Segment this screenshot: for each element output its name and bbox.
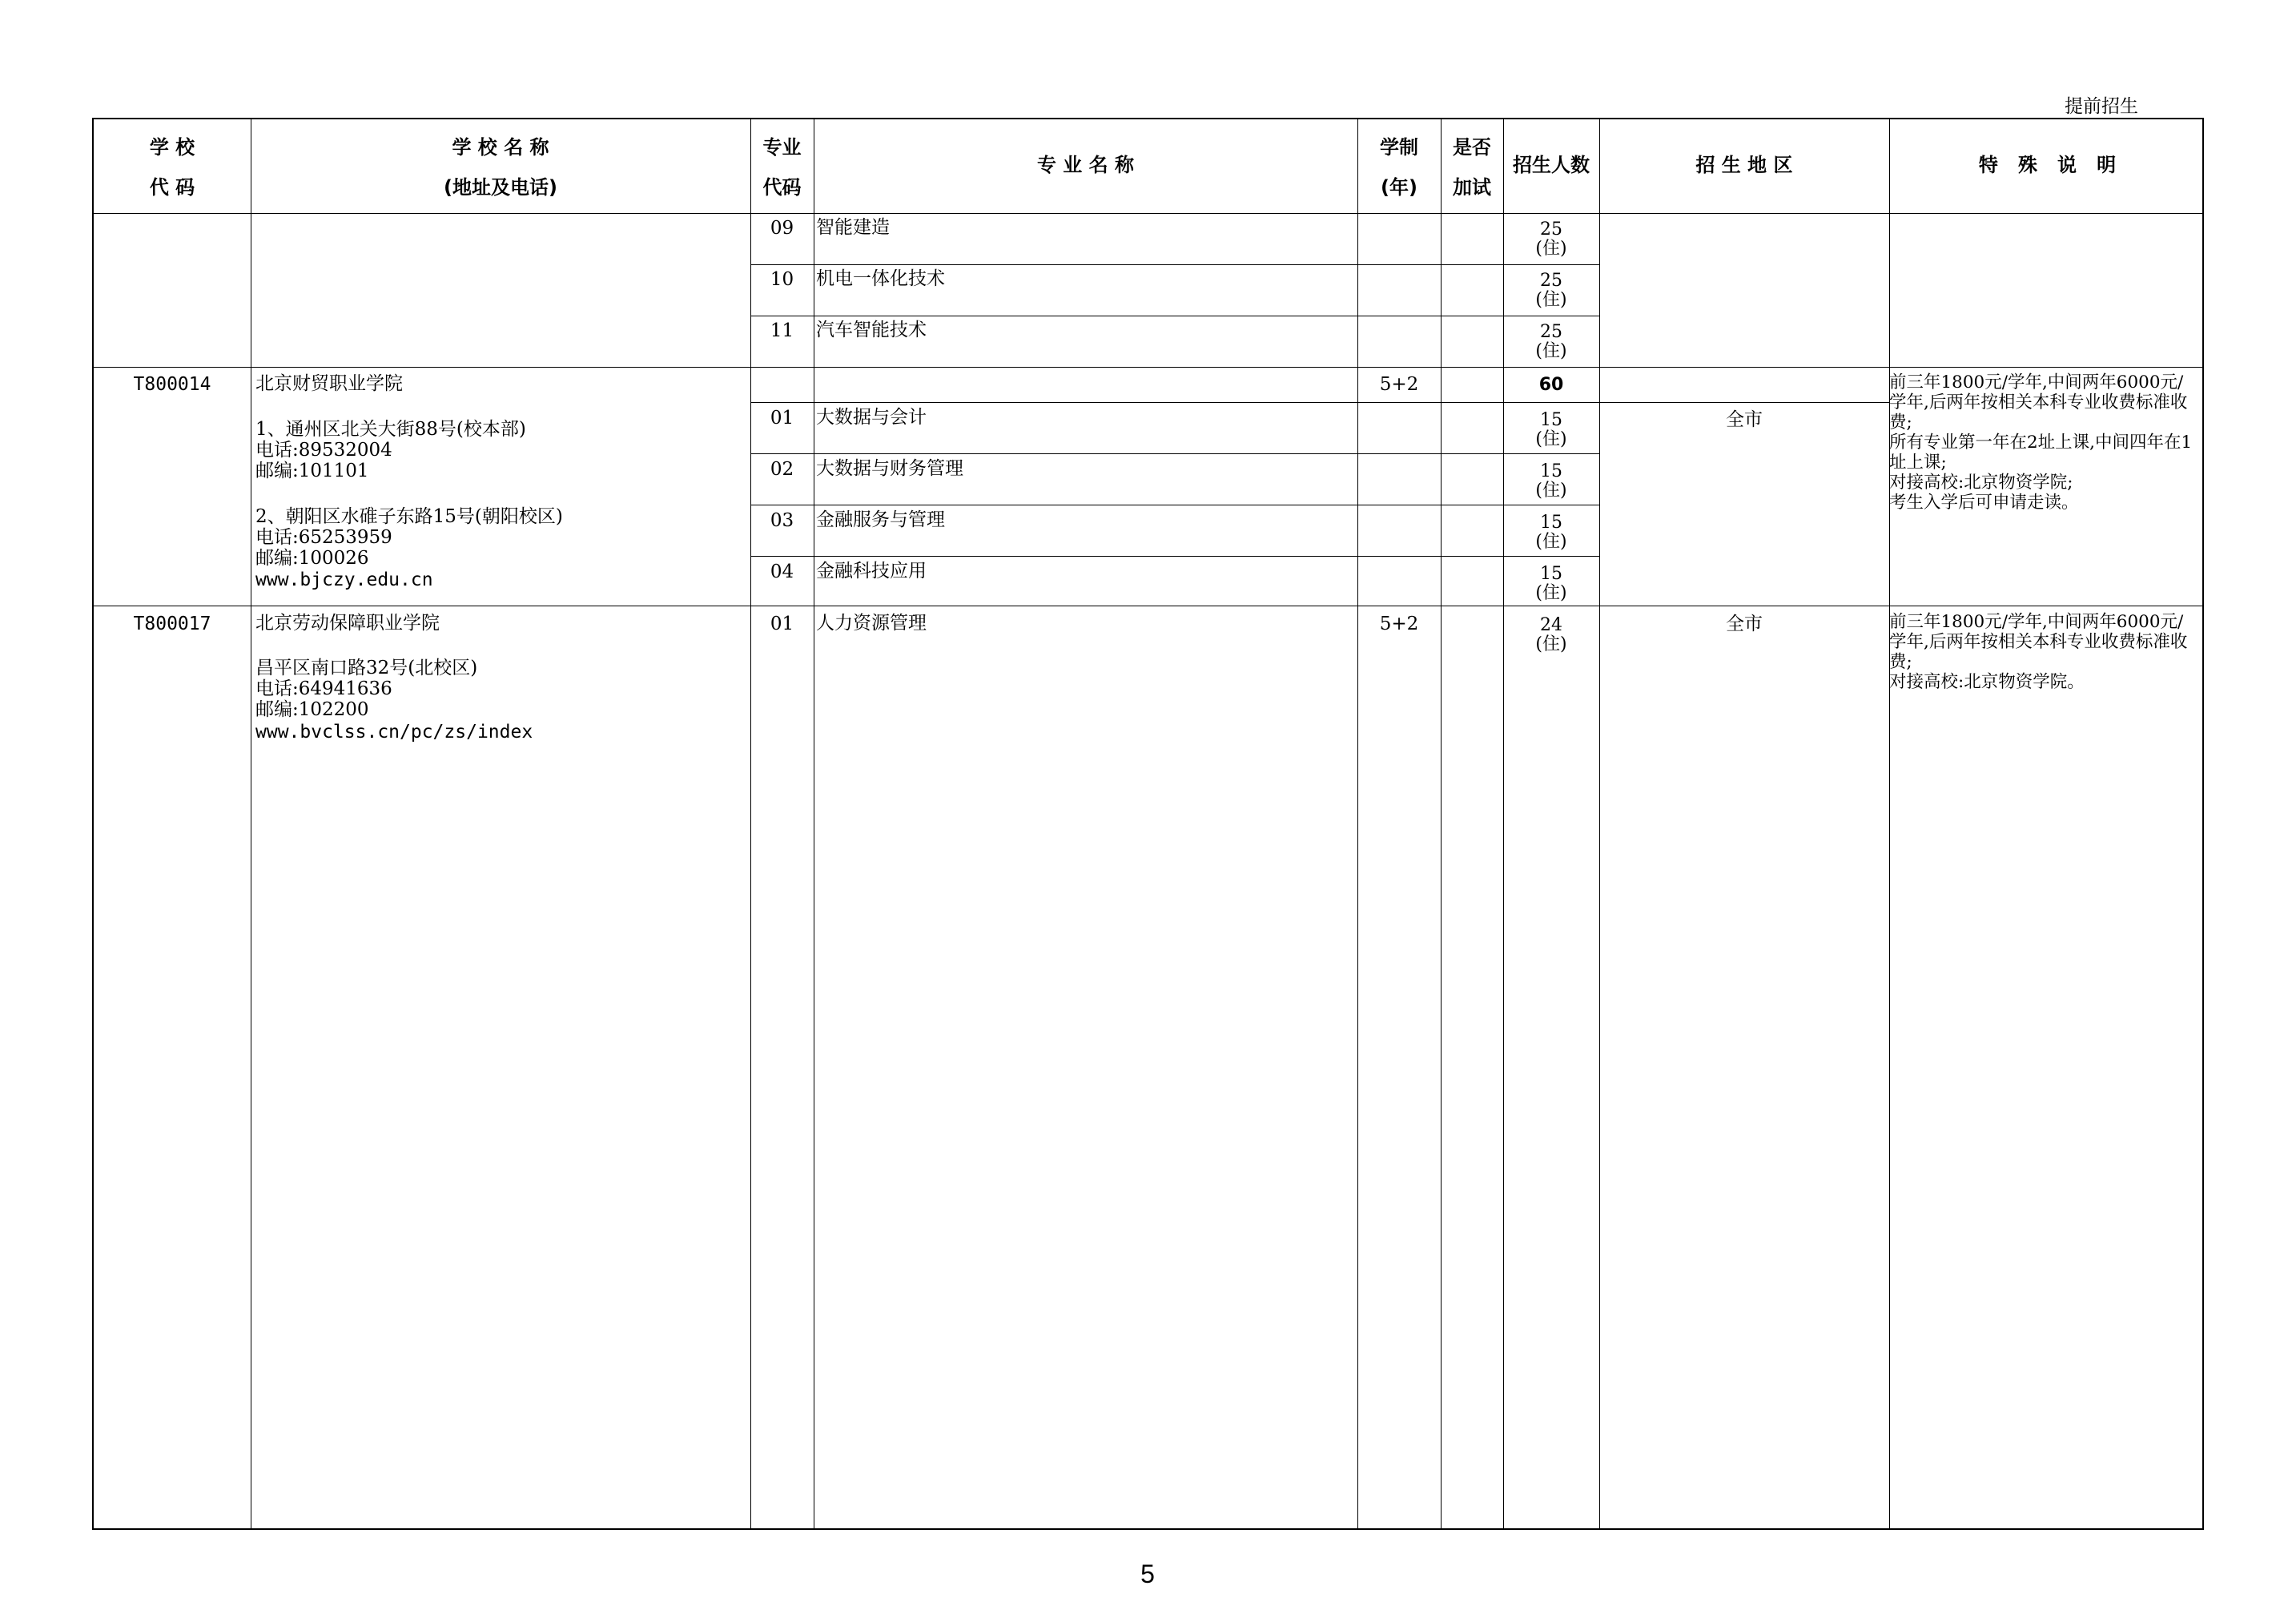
subrow-rule — [750, 453, 1599, 454]
col-divider — [1599, 119, 1600, 1528]
major-quota: 15 — [1540, 410, 1562, 430]
duration: 5+2 — [1379, 614, 1419, 634]
subrow-rule — [750, 264, 1599, 265]
major-name: 机电一体化技术 — [816, 268, 945, 289]
special-notes: 前三年1800元/学年,中间两年6000元/学年,后两年按相关本科专业收费标准收费; 对接高校:北京物资学院。 — [1889, 612, 2188, 692]
region: 全市 — [1726, 409, 1763, 430]
col-divider — [1889, 119, 1890, 1528]
school-name: 北京财贸职业学院 — [255, 373, 403, 394]
major-name: 智能建造 — [816, 217, 890, 238]
header-notes: 特 殊 说 明 — [1978, 154, 2117, 176]
school-website: www.bvclss.cn/pc/zs/index — [255, 722, 533, 743]
major-code: 01 — [770, 614, 794, 634]
admission-table — [92, 118, 2204, 1530]
quota-note: (住) — [1535, 634, 1567, 654]
school-website: www.bjczy.edu.cn — [255, 570, 433, 590]
major-name: 金融服务与管理 — [816, 509, 945, 530]
subrow-rule — [750, 402, 1889, 403]
major-name: 金融科技应用 — [816, 561, 927, 582]
row-rule — [94, 367, 2202, 368]
major-code: 10 — [770, 269, 794, 290]
major-name: 人力资源管理 — [816, 613, 927, 634]
major-quota: 15 — [1540, 564, 1562, 584]
school-code: T800017 — [133, 614, 211, 634]
quota-note: (住) — [1535, 341, 1567, 361]
major-code: 04 — [770, 561, 794, 582]
header-region: 招 生 地 区 — [1695, 154, 1793, 176]
col-divider — [1441, 119, 1442, 1528]
school-postcode: 邮编:100026 — [255, 548, 369, 569]
col-divider — [1357, 119, 1358, 1528]
header-major-name: 专 业 名 称 — [1036, 154, 1135, 176]
school-phone: 电话:89532004 — [255, 440, 392, 461]
quota-note: (住) — [1535, 239, 1567, 259]
header-duration: 学制 (年) — [1380, 136, 1418, 199]
major-code: 03 — [770, 510, 794, 531]
subrow-rule — [750, 556, 1599, 557]
school-name: 北京劳动保障职业学院 — [255, 613, 440, 634]
school-phone: 电话:64941636 — [255, 678, 392, 699]
col-divider — [1503, 119, 1504, 1528]
major-quota: 25 — [1540, 322, 1562, 342]
quota-note: (住) — [1535, 290, 1567, 310]
header-quota: 招生人数 — [1513, 154, 1590, 176]
major-quota: 25 — [1540, 271, 1562, 291]
major-quota: 15 — [1540, 513, 1562, 533]
header-school-name: 学 校 名 称 (地址及电话) — [444, 136, 557, 199]
header-rule — [94, 213, 2202, 214]
major-code: 09 — [770, 218, 794, 239]
duration: 5+2 — [1379, 374, 1419, 395]
major-quota: 24 — [1540, 615, 1562, 635]
quota-note: (住) — [1535, 532, 1567, 552]
header-major-code: 专业 代码 — [762, 136, 802, 199]
major-code: 01 — [770, 408, 794, 429]
total-quota: 60 — [1538, 375, 1564, 395]
major-name: 大数据与会计 — [816, 407, 927, 428]
major-code: 11 — [770, 320, 794, 341]
major-name: 汽车智能技术 — [816, 320, 927, 340]
major-quota: 25 — [1540, 219, 1562, 239]
header-school-code: 学 校 代 码 — [149, 136, 195, 199]
school-phone: 电话:65253959 — [255, 527, 392, 548]
school-address: 1、通州区北关大街88号(校本部) — [255, 419, 526, 440]
major-name: 大数据与财务管理 — [816, 458, 963, 479]
quota-note: (住) — [1535, 481, 1567, 501]
school-code: T800014 — [133, 374, 211, 395]
page-number: 5 — [1140, 1560, 1155, 1588]
header-extra-test: 是否 加试 — [1453, 136, 1491, 199]
quota-note: (住) — [1535, 583, 1567, 603]
major-quota: 15 — [1540, 461, 1562, 481]
special-notes: 前三年1800元/学年,中间两年6000元/学年,后两年按相关本科专业收费标准收费; 所有专业第一年在2址上课,中间四年在1址上课; 对接高校:北京物资学院; 考生入学后可申请走读。 — [1889, 372, 2193, 513]
category-label: 提前招生 — [2065, 96, 2138, 117]
major-code: 02 — [770, 459, 794, 480]
school-postcode: 邮编:102200 — [255, 699, 369, 720]
quota-note: (住) — [1535, 429, 1567, 449]
school-address: 昌平区南口路32号(北校区) — [255, 658, 478, 678]
school-address: 2、朝阳区水碓子东路15号(朝阳校区) — [255, 506, 563, 527]
school-postcode: 邮编:101101 — [255, 461, 369, 481]
region: 全市 — [1726, 614, 1763, 634]
